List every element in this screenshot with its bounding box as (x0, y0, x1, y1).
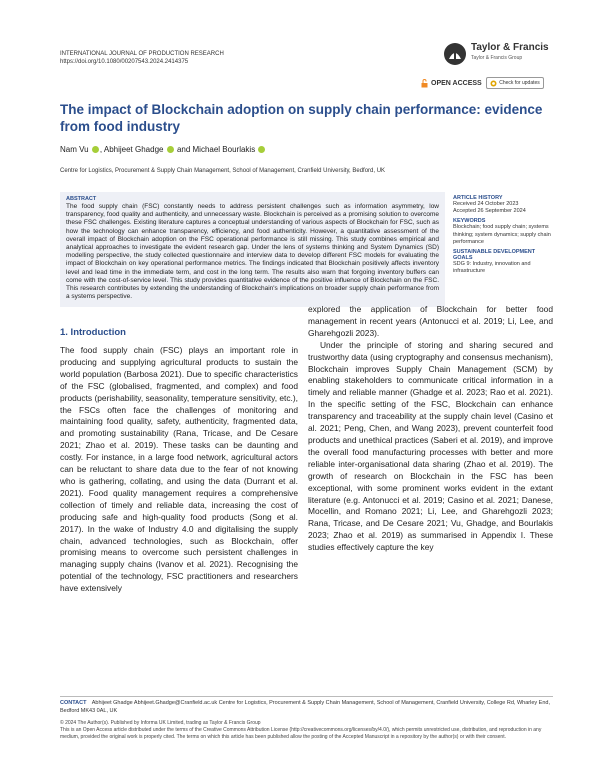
open-access-badge (421, 79, 482, 88)
author-2[interactable]: Abhijeet Ghadge (103, 145, 164, 154)
body-column-left (60, 345, 298, 648)
author-list: Nam Vu , Abhijeet Ghadge and Michael Bourlakis (60, 145, 266, 154)
license-text: This is an Open Access article distributed under the terms of the Creative Commons Attribution License (http://creativecommons.org/licenses/by/4.0/), which permits unrestricted use, distribution, and reproduction in any medium, provided the original work is properly cited. The terms on which this article has been published allow the posting of the Accepted Manuscript in a repository by the author(s) or with their consent. (60, 727, 542, 740)
article-sidebar (453, 192, 553, 275)
orcid-icon[interactable] (258, 146, 265, 153)
contact-info (60, 700, 553, 715)
orcid-icon[interactable] (167, 146, 174, 153)
open-lock-icon (421, 79, 428, 88)
abstract-text: The food supply chain (FSC) constantly needs to address persistent challenges such as information asymmetry, low transparency, food quality and authenticity, and unnecessary waste. Blockchain is perceived as a promising solution to overcome these FSC challenges. Existing literature captures a conceptual understanding of various aspects of Blockchain for FSC, such as how the technology can enhance transparency, efficiency, and food authenticity. However, a quantitative assessment of the overall impact of Blockchain adoption on the FSC operational performance is still missing. This study combines empirical and analytical approaches to investigate the evident research gap. Under the lens of systems thinking and System Dynamics (SD) modelling perspective, the study collected questionnaire and interview data to develop different FSC models for evaluating the impact of Blockchain on key operational performance metrics. The findings indicated that Blockchain positively affects inventory level and lead time in the immediate term, and cost in the long term. The results also warn that forgoing inventory buffers can come with the cost-of-service level. This study provides quantitative evidence of the positive influence of Blockchain on the FSC. This research contributes by extending the understanding of Blockchain's implications on broader supply chain performance from a systems perspective. (66, 203, 439, 301)
journal-name: INTERNATIONAL JOURNAL OF PRODUCTION RESEARCH (60, 51, 224, 57)
footer-divider (60, 696, 553, 697)
publisher-name: Taylor & Francis (471, 42, 549, 53)
body-paragraph: explored the application of Blockchain for better food management in recent years (Antonucci et al. 2019; Li, Lee, and Gharehgozli 2023). (308, 304, 553, 338)
orcid-icon[interactable] (92, 146, 99, 153)
author-1[interactable]: Nam Vu (60, 145, 89, 154)
contact-label: CONTACT (60, 700, 87, 706)
contact-text: Abhijeet Ghadge Abhijeet.Ghadge@Cranfield.ac.uk Centre for Logistics, Procurement & Supply Chain Management, School of Management, Cranfield University, College Rd, Wharley End, Bedford MK43 0AL, UK (60, 700, 550, 714)
license-footer (60, 720, 553, 741)
accepted-date: Accepted 26 September 2024 (453, 208, 526, 215)
keywords-text: Blockchain; food supply chain; systems thinking; system dynamics; supply chain performance (453, 224, 551, 245)
abstract-box (60, 192, 445, 307)
open-access-label: OPEN ACCESS (431, 80, 482, 87)
abstract-heading: ABSTRACT (66, 196, 97, 202)
update-icon (490, 80, 497, 87)
article-title: The impact of Blockchain adoption on supply chain performance: evidence from food industry (60, 102, 543, 134)
publisher-logo (443, 40, 549, 68)
sdg-text: SDG 9: Industry, innovation and infrastructure (453, 261, 531, 275)
section-heading: 1. Introduction (60, 327, 126, 338)
keywords-heading: KEYWORDS (453, 218, 486, 225)
received-date: Received 24 October 2023 (453, 201, 519, 207)
body-paragraph: Under the principle of storing and sharing secured and trustworthy data (using cryptography and consensus mechanism), Blockchain improves Supply Chain Management (SCM) by enabling stakeholders to communicate critical information in a timely and reliable manner (Ghadge et al. 2023; Rao et al. 2021). In the specific setting of the FSC, Blockchain can enhance transparency and traceability at the supply chain level (Casino et al. 2021; Peng, Chen, and Wang 2023), prevent counterfeit food products and unethical practices (Saberi et al. 2019), and improve the overall food manufacturing processes with better and more reliable inter-organisational data sharing (Zhao et al. 2019). The growth of research on Blockchain in the FSC has been exceptional, with some prominent works evident in the extant literature (e.g. Antonucci et al. 2019; Casino et al. 2021; Danese, Mocellin, and Romano 2021; Li, Lee, and Gharehgozli 2023; Rana, Tricase, and De Cesare 2021; Vu, Ghadge, and Bourlakis 2023; Zhao et al. 2019) as summarised in Appendix I. These studies effectively capture the key (308, 339, 553, 553)
sdg-heading: SUSTAINABLE DEVELOPMENT GOALS (453, 249, 536, 262)
journal-doi[interactable]: https://doi.org/10.1080/00207543.2024.2414375 (60, 59, 189, 65)
author-3[interactable]: and Michael Bourlakis (176, 145, 256, 154)
body-column-right (308, 304, 553, 648)
journal-header (60, 50, 224, 66)
publisher-sub: Taylor & Francis Group (471, 55, 523, 61)
check-for-updates-label: Check for updates (499, 80, 540, 86)
affiliation: Centre for Logistics, Procurement & Supply Chain Management, School of Management, Cranfield University, Bedford, UK (60, 168, 386, 174)
article-history-heading: ARTICLE HISTORY (453, 195, 503, 201)
publisher-logo-icon (443, 42, 467, 66)
check-for-updates-button[interactable] (486, 77, 544, 89)
copyright-text: © 2024 The Author(s). Published by Informa UK Limited, trading as Taylor & Francis Group (60, 720, 261, 726)
body-paragraph: The food supply chain (FSC) plays an important role in producing and supplying agricultural products to sustain the world population (Barbosa 2021). Due to specific characteristics of the FSC (globalised, fragmented, and complex) and food products (perishability, seasonality, temperature sensitivity, etc.), the FSCs often face the challenges of monitoring and maintaining food quality, safety, authenticity, fragmented data, and promoting sustainability (Rana, Tricase, and De Cesare 2021; Zhao et al. 2019). These tasks can be daunting and costly. For instance, in a large food network, agricultural actors can be reluctant to share data due to the fear of not knowing who is gathering, collating, and using the data (Durrant et al. 2021). Food quality management requires a comprehensive collection of timely and reliable data, increasing the cost of producing safe and high-quality food products (Song et al. 2017). In the wake of Industry 4.0 and digitalising the supply chain, advanced technologies, such as Blockchain, offer promising means to overcome such persistent challenges in managing supply chains (Ivanov et al. 2021). Recognising the potential of the technology, FSC practitioners and researchers have extensively (60, 345, 298, 594)
